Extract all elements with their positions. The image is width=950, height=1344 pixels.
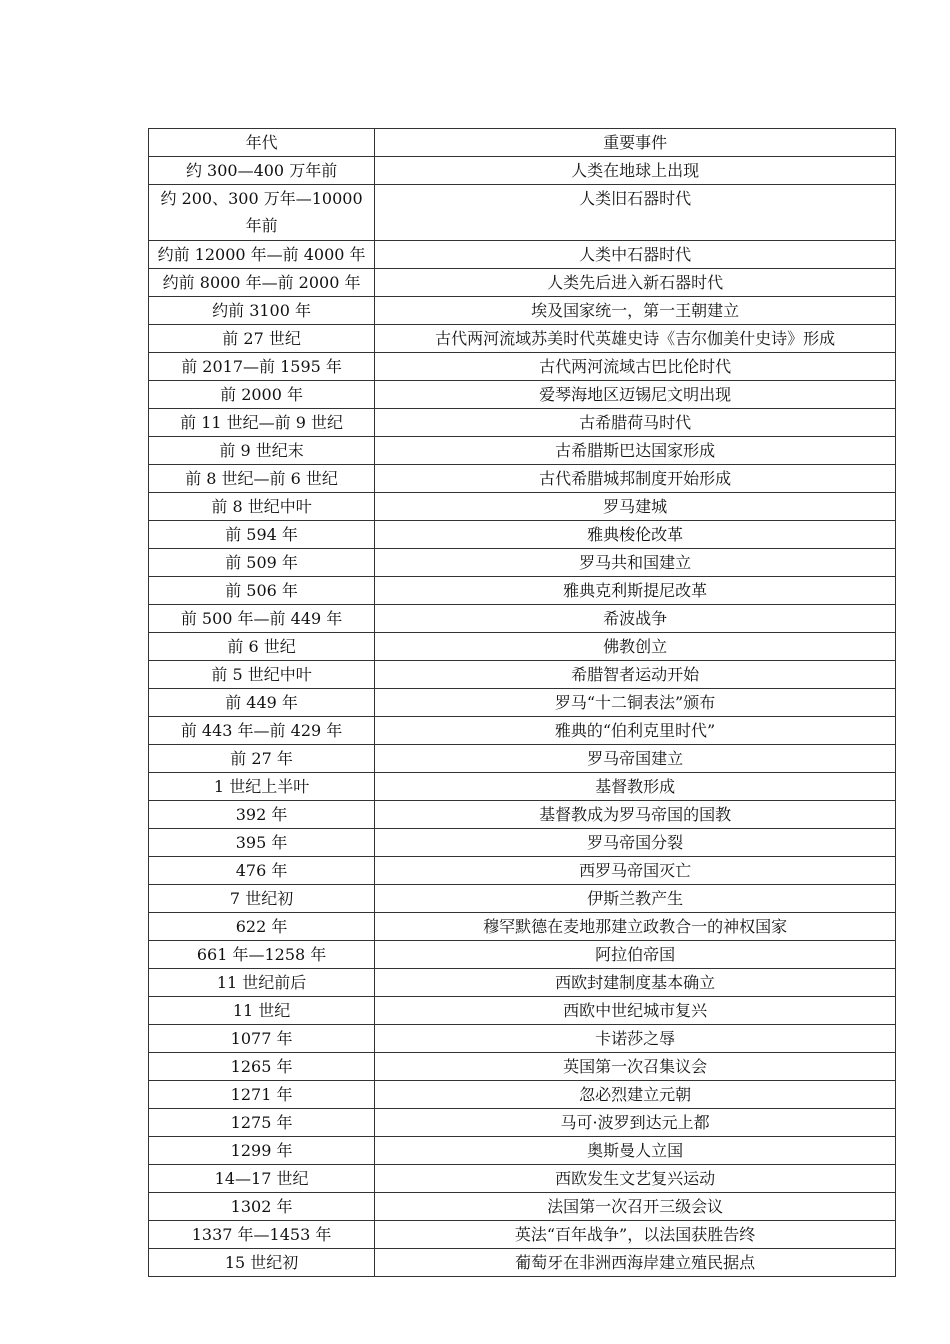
table-row (149, 717, 896, 745)
table-row (149, 801, 896, 829)
event-cell: 基督教形成 (375, 773, 896, 801)
event-cell: 人类旧石器时代 (375, 185, 896, 241)
table-row (149, 969, 896, 997)
event-cell: 葡萄牙在非洲西海岸建立殖民据点 (375, 1249, 896, 1277)
era-cell: 1265 年 (149, 1053, 375, 1081)
table-row (149, 297, 896, 325)
event-cell: 古希腊荷马时代 (375, 409, 896, 437)
event-cell: 雅典梭伦改革 (375, 521, 896, 549)
table-row (149, 437, 896, 465)
era-cell: 约前 8000 年—前 2000 年 (149, 269, 375, 297)
table-row (149, 1109, 896, 1137)
table-row (149, 325, 896, 353)
table-row (149, 1081, 896, 1109)
table-row (149, 409, 896, 437)
era-cell: 前 27 年 (149, 745, 375, 773)
era-cell: 1299 年 (149, 1137, 375, 1165)
event-cell: 西罗马帝国灭亡 (375, 857, 896, 885)
table-row (149, 1025, 896, 1053)
event-cell: 忽必烈建立元朝 (375, 1081, 896, 1109)
era-cell: 约 200、300 万年—10000 年前 (149, 185, 375, 241)
event-cell: 古代两河流域苏美时代英雄史诗《吉尔伽美什史诗》形成 (375, 325, 896, 353)
event-cell: 罗马共和国建立 (375, 549, 896, 577)
table-row (149, 941, 896, 969)
table-row (149, 885, 896, 913)
era-cell: 前 2000 年 (149, 381, 375, 409)
era-cell: 前 8 世纪中叶 (149, 493, 375, 521)
table-row (149, 521, 896, 549)
era-cell: 392 年 (149, 801, 375, 829)
event-cell: 埃及国家统一，第一王朝建立 (375, 297, 896, 325)
era-cell: 前 449 年 (149, 689, 375, 717)
table-row (149, 269, 896, 297)
era-cell: 476 年 (149, 857, 375, 885)
event-cell: 奥斯曼人立国 (375, 1137, 896, 1165)
table-row (149, 241, 896, 269)
event-cell: 爱琴海地区迈锡尼文明出现 (375, 381, 896, 409)
table-row (149, 465, 896, 493)
table-row (149, 1193, 896, 1221)
event-cell: 古代希腊城邦制度开始形成 (375, 465, 896, 493)
event-cell: 西欧封建制度基本确立 (375, 969, 896, 997)
event-cell: 雅典的“伯利克里时代” (375, 717, 896, 745)
event-cell: 马可·波罗到达元上都 (375, 1109, 896, 1137)
event-cell: 人类先后进入新石器时代 (375, 269, 896, 297)
event-cell: 西欧发生文艺复兴运动 (375, 1165, 896, 1193)
event-cell: 英法“百年战争”，以法国获胜告终 (375, 1221, 896, 1249)
event-cell: 卡诺莎之辱 (375, 1025, 896, 1053)
event-cell: 罗马帝国建立 (375, 745, 896, 773)
era-cell: 622 年 (149, 913, 375, 941)
era-cell: 1271 年 (149, 1081, 375, 1109)
era-cell: 前 6 世纪 (149, 633, 375, 661)
era-cell: 1337 年—1453 年 (149, 1221, 375, 1249)
event-cell: 穆罕默德在麦地那建立政教合一的神权国家 (375, 913, 896, 941)
event-cell: 希波战争 (375, 605, 896, 633)
era-cell: 前 506 年 (149, 577, 375, 605)
table-body (149, 157, 896, 1277)
event-cell: 佛教创立 (375, 633, 896, 661)
era-cell: 7 世纪初 (149, 885, 375, 913)
event-cell: 古代两河流域古巴比伦时代 (375, 353, 896, 381)
era-cell: 661 年—1258 年 (149, 941, 375, 969)
table-row (149, 157, 896, 185)
era-cell: 前 2017—前 1595 年 (149, 353, 375, 381)
table-row (149, 1165, 896, 1193)
table-row (149, 353, 896, 381)
event-cell: 阿拉伯帝国 (375, 941, 896, 969)
event-cell: 古希腊斯巴达国家形成 (375, 437, 896, 465)
event-column-header: 重要事件 (375, 129, 896, 157)
event-cell: 伊斯兰教产生 (375, 885, 896, 913)
event-cell: 罗马建城 (375, 493, 896, 521)
table-row (149, 1053, 896, 1081)
table-row (149, 829, 896, 857)
table-row (149, 857, 896, 885)
era-cell: 14—17 世纪 (149, 1165, 375, 1193)
event-cell: 基督教成为罗马帝国的国教 (375, 801, 896, 829)
era-cell: 前 500 年—前 449 年 (149, 605, 375, 633)
era-cell: 1 世纪上半叶 (149, 773, 375, 801)
table-row (149, 1249, 896, 1277)
table-header-row (149, 129, 896, 157)
table-row (149, 549, 896, 577)
history-timeline-table (148, 128, 896, 1277)
era-cell: 约 300—400 万年前 (149, 157, 375, 185)
era-cell: 1302 年 (149, 1193, 375, 1221)
era-cell: 约前 3100 年 (149, 297, 375, 325)
table-row (149, 1137, 896, 1165)
era-cell: 15 世纪初 (149, 1249, 375, 1277)
table-row (149, 689, 896, 717)
table-row (149, 997, 896, 1025)
event-cell: 罗马帝国分裂 (375, 829, 896, 857)
era-cell: 前 9 世纪末 (149, 437, 375, 465)
era-cell: 前 5 世纪中叶 (149, 661, 375, 689)
event-cell: 法国第一次召开三级会议 (375, 1193, 896, 1221)
era-cell: 前 27 世纪 (149, 325, 375, 353)
table-row (149, 493, 896, 521)
event-cell: 雅典克利斯提尼改革 (375, 577, 896, 605)
era-column-header: 年代 (149, 129, 375, 157)
era-cell: 前 11 世纪—前 9 世纪 (149, 409, 375, 437)
era-cell: 前 509 年 (149, 549, 375, 577)
table-row (149, 913, 896, 941)
era-cell: 1275 年 (149, 1109, 375, 1137)
table-row (149, 381, 896, 409)
event-cell: 人类在地球上出现 (375, 157, 896, 185)
era-cell: 11 世纪前后 (149, 969, 375, 997)
era-cell: 11 世纪 (149, 997, 375, 1025)
table-row (149, 773, 896, 801)
era-cell: 1077 年 (149, 1025, 375, 1053)
table-row (149, 577, 896, 605)
table-row (149, 185, 896, 241)
event-cell: 英国第一次召集议会 (375, 1053, 896, 1081)
event-cell: 罗马“十二铜表法”颁布 (375, 689, 896, 717)
table-row (149, 661, 896, 689)
era-cell: 前 8 世纪—前 6 世纪 (149, 465, 375, 493)
table-row (149, 605, 896, 633)
table-row (149, 1221, 896, 1249)
event-cell: 西欧中世纪城市复兴 (375, 997, 896, 1025)
table-row (149, 745, 896, 773)
event-cell: 人类中石器时代 (375, 241, 896, 269)
era-cell: 前 443 年—前 429 年 (149, 717, 375, 745)
era-cell: 约前 12000 年—前 4000 年 (149, 241, 375, 269)
event-cell: 希腊智者运动开始 (375, 661, 896, 689)
era-cell: 前 594 年 (149, 521, 375, 549)
table-row (149, 633, 896, 661)
era-cell: 395 年 (149, 829, 375, 857)
